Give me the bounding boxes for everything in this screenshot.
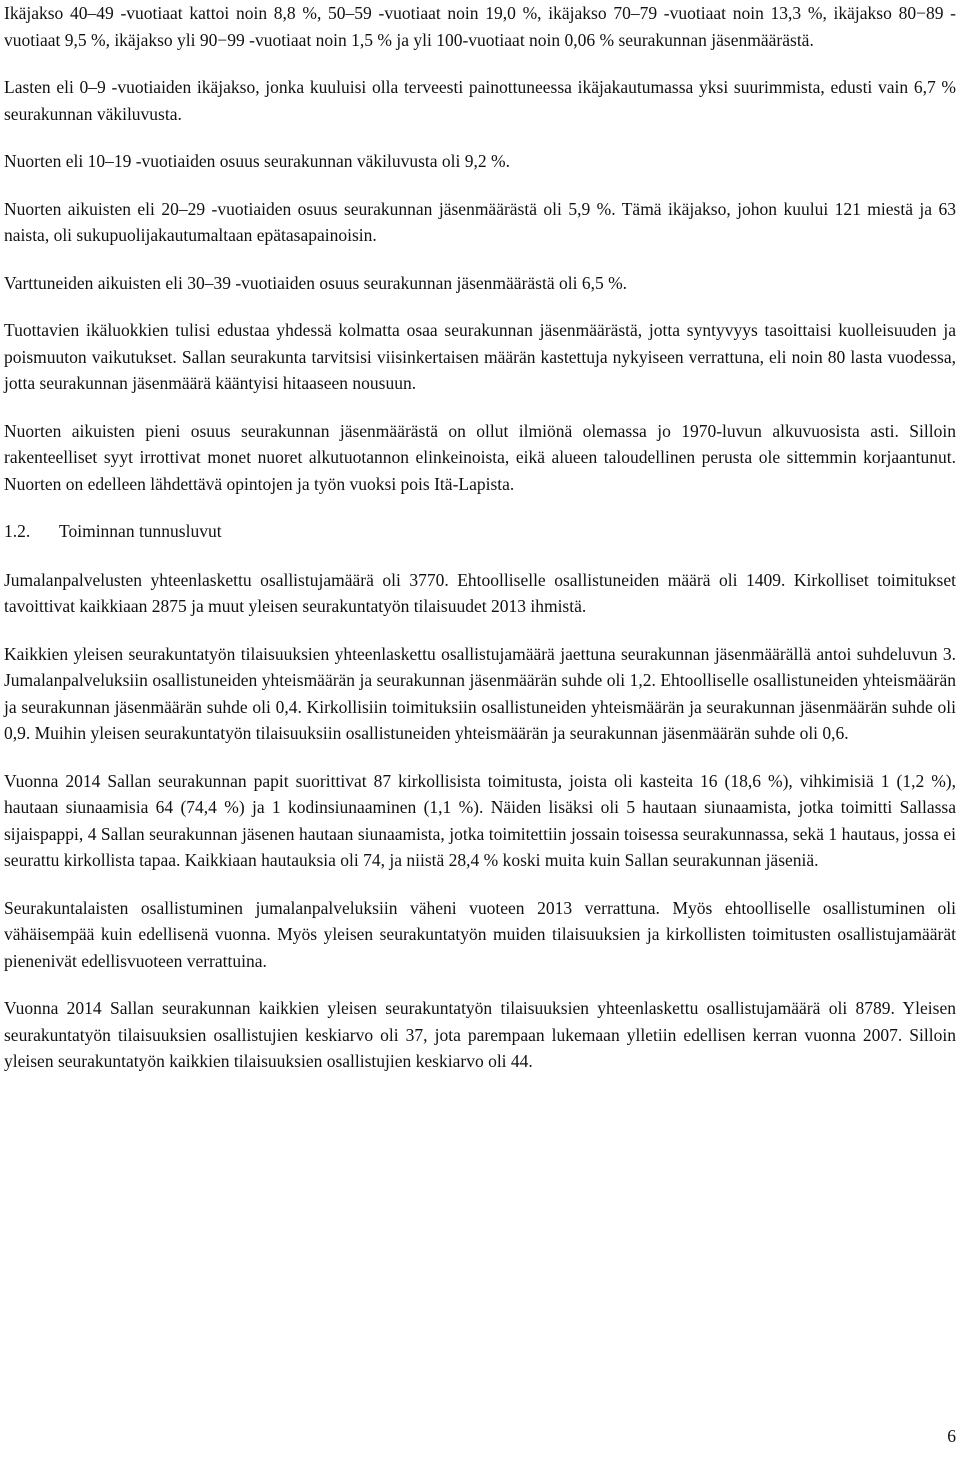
- paragraph-youth: Nuorten eli 10–19 -vuotiaiden osuus seurakunnan väkiluvusta oli 9,2 %.: [4, 151, 510, 171]
- document-page: [4, 0, 956, 1096]
- section-heading: [4, 518, 956, 545]
- paragraph-children: Lasten eli 0–9 -vuotiaiden ikäjakso, jonka kuuluisi olla terveesti painottuneessa ikäjakautumassa yksi suurimmista, edusti vain 6,7 % seurakunnan väkiluvusta.: [4, 77, 956, 124]
- paragraph-attendance-decline: Seurakuntalaisten osallistuminen jumalanpalveluksiin väheni vuoteen 2013 verrattuna. Myös ehtoolliselle osallistuminen oli vähäisempää kuin edellisenä vuonna. Myös yleisen seurakuntatyön muiden tilaisuuksien ja kirkollisten toimitusten osallistujamäärät pienenivät edellisvuoteen verrattuina.: [4, 897, 956, 971]
- section-title: Toiminnan tunnusluvut: [59, 521, 222, 541]
- paragraph-age-groups: Ikäjakso 40–49 -vuotiaat kattoi noin 8,8 %, 50–59 -vuotiaat noin 19,0 %, ikäjakso 70–79 -vuotiaat noin 13,3 %, ikäjakso 80−89 -vuotiaat 9,5 %, ikäjakso yli 90−99 -vuotiaat noin 1,5 % ja yli 100-vuotiaat noin 0,06 % seurakunnan jäsenmäärästä.: [4, 3, 956, 50]
- paragraph-ratios: Kaikkien yleisen seurakuntatyön tilaisuuksien yhteenlaskettu osallistujamäärä jaettuna seurakunnan jäsenmäärällä antoi suhdeluvun 3. Jumalanpalveluksiin osallistuneiden yhteismäärän ja seurakunnan jäsenmäärän suhde oli 1,2. Ehtoolliselle osallistuneiden yhteismäärän ja seurakunnan jäsenmäärän suhde oli 0,4. Kirkollisiin toimituksiin osallistuneiden yhteismäärän ja seurakunnan jäsenmäärän suhde oli 0,9. Muihin yleisen seurakuntatyön tilaisuuksiin osallistuneiden yhteismäärän ja seurakunnan jäsenmäärän suhde oli 0,6.: [4, 643, 956, 743]
- page-number: 6: [947, 1426, 956, 1446]
- paragraph-young-adults-history: Nuorten aikuisten pieni osuus seurakunnan jäsenmäärästä on ollut ilmiönä olemassa jo 1970-luvun alkuvuosista asti. Silloin rakenteelliset syyt irrottivat monet nuoret alkutuotannon elinkeinoista, eikä alueen taloudellinen perusta ole sittemmin korjaantunut. Nuorten on edelleen lähdettävä opintojen ja työn vuoksi pois Itä-Lapista.: [4, 420, 956, 494]
- paragraph-ceremonies: Vuonna 2014 Sallan seurakunnan papit suorittivat 87 kirkollisista toimitusta, joista oli kasteita 16 (18,6 %), vihkimisiä 1 (1,2 %), hautaan siunaamisia 64 (74,4 %) ja 1 kodinsiunaaminen (1,1 %). Näiden lisäksi oli 5 hautaan siunaamista, jotka toimitti Sallassa sijaispappi, 4 Sallan seurakunnan jäsenen hautaan siunaamista, jotka toimitettiin jossain toisessa seurakunnassa, sekä 1 hautaus, jossa ei seurattu kirkollista tapaa. Kaikkiaan hautauksia oli 74, ja niistä 28,4 % koski muita kuin Sallan seurakunnan jäseniä.: [4, 770, 956, 870]
- paragraph-productive-age: Tuottavien ikäluokkien tulisi edustaa yhdessä kolmatta osaa seurakunnan jäsenmäärästä, jotta syntyvyys tasoittaisi kuolleisuuden ja poismuuton vaikutukset. Sallan seurakunta tarvitsisi viisinkertaisen määrän kastettuja nykyiseen verrattuna, eli noin 80 lasta vuodessa, jotta seurakunnan jäsenmäärä kääntyisi hitaaseen nousuun.: [4, 320, 956, 393]
- paragraph-attendance-totals: Jumalanpalvelusten yhteenlaskettu osallistujamäärä oli 3770. Ehtoolliselle osallistuneiden määrä oli 1409. Kirkolliset toimitukset tavoittivat kaikkiaan 2875 ja muut yleisen seurakuntatyön tilaisuudet 2013 ihmistä.: [4, 569, 956, 616]
- paragraph-mature-adults: Varttuneiden aikuisten eli 30–39 -vuotiaiden osuus seurakunnan jäsenmäärästä oli 6,5 %.: [4, 272, 628, 293]
- section-number: 1.2.: [4, 521, 31, 541]
- paragraph-event-participants: Vuonna 2014 Sallan seurakunnan kaikkien yleisen seurakuntatyön tilaisuuksien yhteenlaskettu osallistujamäärä oli 8789. Yleisen seurakuntatyön tilaisuuksien osallistujien keskiarvo oli 37, jota parempaan lukemaan ylletiin edellisen kerran vuonna 2007. Silloin yleisen seurakuntatyön kaikkien tilaisuuksien osallistujien keskiarvo oli 44.: [4, 998, 956, 1071]
- paragraph-young-adults: Nuorten aikuisten eli 20–29 -vuotiaiden osuus seurakunnan jäsenmäärästä oli 5,9 %. Tämä ikäjakso, johon kuului 121 miestä ja 63 naista, oli sukupuolijakautumaltaan epätasapainoisin.: [4, 198, 956, 245]
